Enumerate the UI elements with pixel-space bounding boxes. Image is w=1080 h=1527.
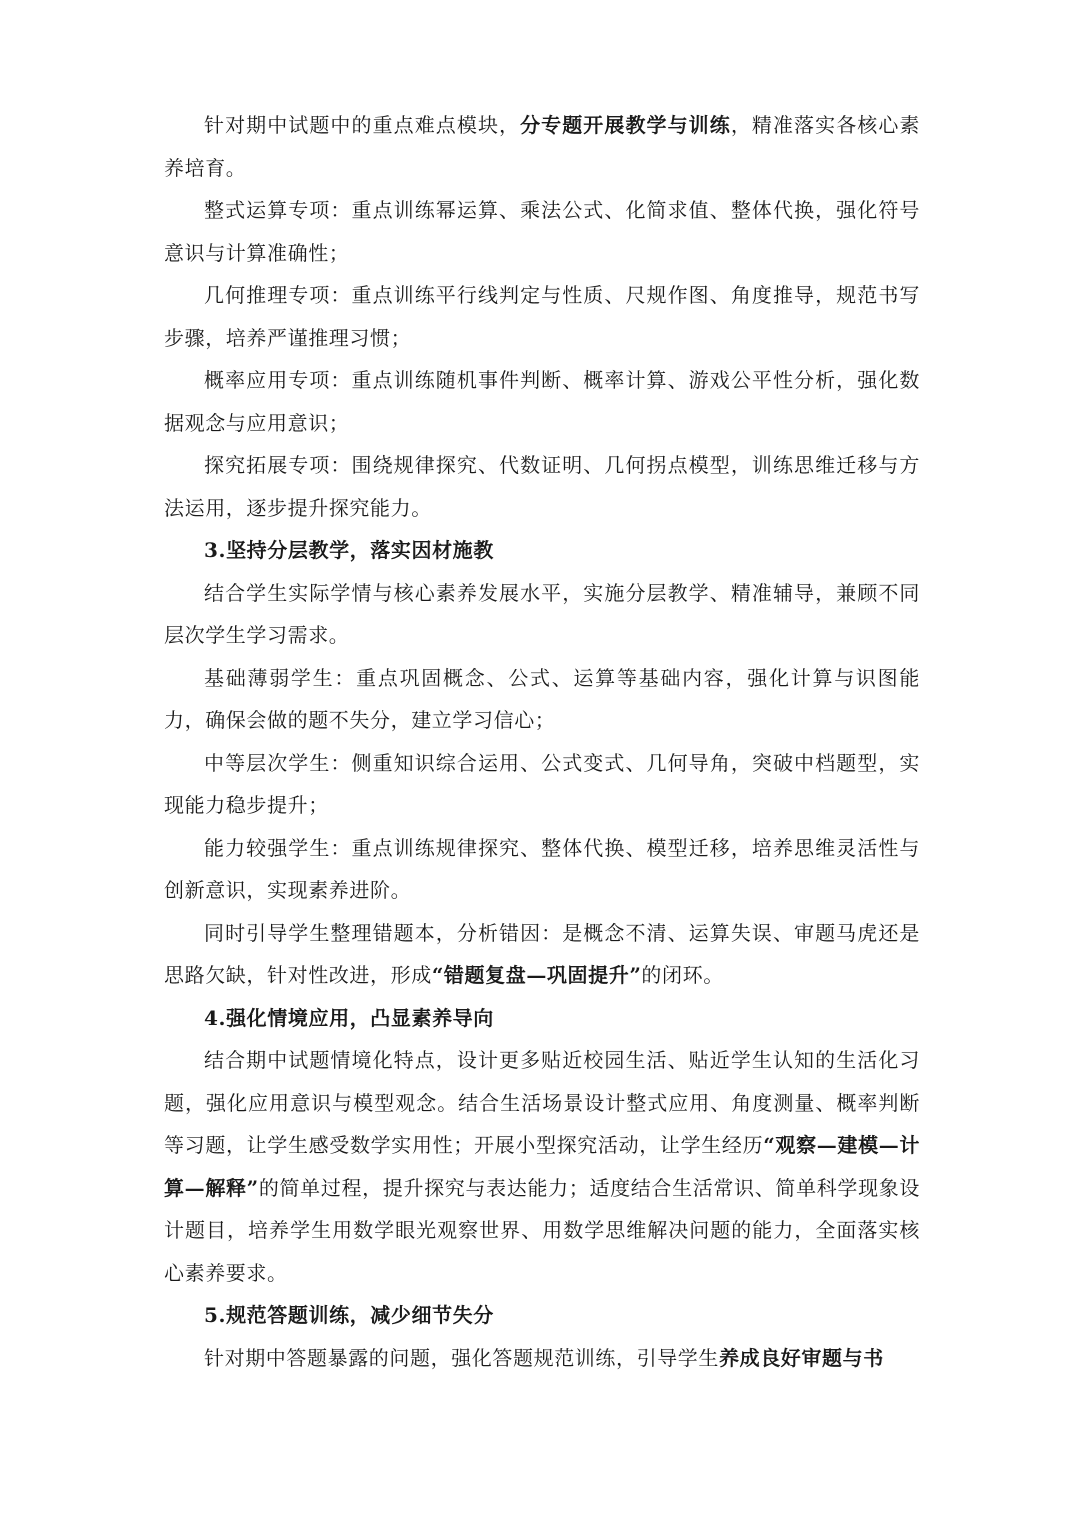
paragraph-tiered-teaching: 结合学生实际学情与核心素养发展水平，实施分层教学、精准辅导，兼顾不同层次学生学习需求。 — [164, 580, 920, 647]
paragraph-exploration: 探究拓展专项：围绕规律探究、代数证明、几何拐点模型，训练思维迁移与方法运用，逐步提升探究能力。 — [164, 453, 920, 520]
paragraph-answer-norms — [164, 1337, 920, 1380]
bold-text-run: “观察—建模—计算—解释” — [164, 1133, 920, 1200]
bold-text-run: 分专题开展教学与训练 — [520, 113, 731, 137]
paragraph-polynomial-operations: 整式运算专项：重点训练幂运算、乘法公式、化简求值、整体代换，强化符号意识与计算准确性； — [164, 198, 920, 265]
paragraph-error-notebook — [164, 912, 920, 997]
document-page — [164, 104, 920, 1379]
section-heading-5: 5.规范答题训练，减少细节失分 — [204, 1303, 494, 1327]
text-run: 同时引导学生整理错题本，分析错因：是概念不清、运算失误、审题马虎还是思路欠缺，针对性改进，形成 — [164, 920, 920, 987]
text-run: 针对期中试题中的重点难点模块， — [204, 113, 521, 137]
paragraph-strong-students: 能力较强学生：重点训练规律探究、整体代换、模型迁移，培养思维灵活性与创新意识，实现素养进阶。 — [164, 835, 920, 902]
text-run: 的闭环。 — [641, 963, 724, 987]
paragraph-middle-students: 中等层次学生：侧重知识综合运用、公式变式、几何导角，突破中档题型，实现能力稳步提升； — [164, 750, 920, 817]
text-run: 针对期中答题暴露的问题，强化答题规范训练，引导学生 — [204, 1345, 719, 1370]
paragraph-topic-teaching — [164, 104, 920, 189]
text-run: 结合期中试题情境化特点，设计更多贴近校园生活、贴近学生认知的生活化习题，强化应用意识与模型观念。结合生活场景设计整式应用、角度测量、概率判断等习题，让学生感受数学实用性；开展小型探究活动，让学生经历 — [164, 1048, 920, 1157]
paragraph-weak-students: 基础薄弱学生：重点巩固概念、公式、运算等基础内容，强化计算与识图能力，确保会做的题不失分，建立学习信心； — [164, 665, 920, 732]
bold-text-run: “错题复盘—巩固提升” — [431, 963, 642, 987]
text-run: 的简单过程，提升探究与表达能力；适度结合生活常识、简单科学现象设计题目，培养学生用数学眼光观察世界、用数学思维解决问题的能力，全面落实核心素养要求。 — [164, 1175, 920, 1285]
section-heading-4: 4.强化情境应用，凸显素养导向 — [204, 1005, 494, 1030]
text-run: ，精准落实各核心素养培育。 — [164, 113, 921, 180]
bold-text-run: 养成良好审题与书 — [719, 1345, 884, 1370]
paragraph-geometry-reasoning: 几何推理专项：重点训练平行线判定与性质、尺规作图、角度推导，规范书写步骤，培养严谨推理习惯； — [164, 283, 920, 350]
paragraph-situational-application — [164, 1039, 920, 1294]
section-heading-3: 3.坚持分层教学，落实因材施教 — [204, 538, 494, 562]
paragraph-probability: 概率应用专项：重点训练随机事件判断、概率计算、游戏公平性分析，强化数据观念与应用意识； — [164, 368, 920, 435]
